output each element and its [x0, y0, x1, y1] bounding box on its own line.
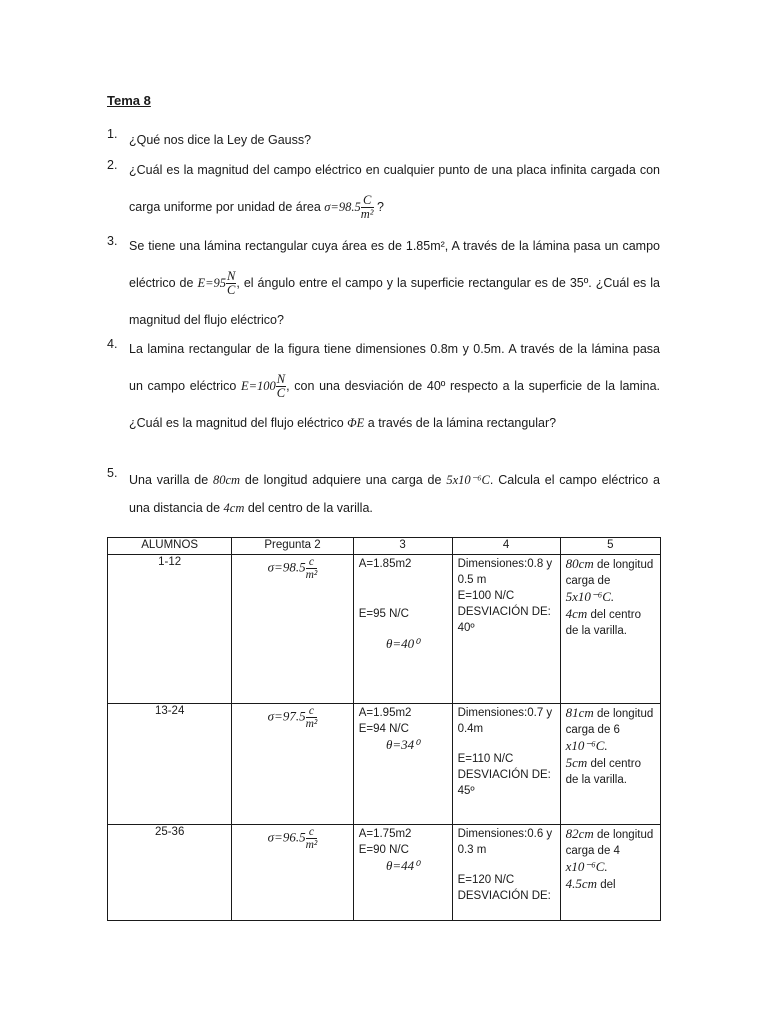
- field-fraction: $\frac{N}{C}$: [276, 372, 286, 401]
- question-number: 4.: [107, 337, 118, 351]
- question-2: 2. ¿Cuál es la magnitud del campo eléctrico en cualquier punto de una placa infinita cargada con carga uniforme por unidad de área σ=98.5 $\frac{C}{\text{m²}}$ ?: [107, 158, 660, 222]
- flux-symbol: ΦE: [347, 416, 365, 430]
- area-cell: A=1.75m2 E=90 N/C θ=44⁰: [353, 825, 452, 921]
- question-number: 2.: [107, 158, 118, 172]
- table-header-row: [108, 538, 661, 555]
- distance: 4cm: [223, 501, 245, 515]
- table-row: [108, 704, 661, 825]
- header-3: 3: [353, 538, 452, 555]
- question-number: 3.: [107, 234, 118, 248]
- rod-cell: 81cm de longitud carga de 6 x10⁻⁶C. 5cm del centro de la varilla.: [560, 704, 660, 825]
- question-1: [107, 127, 660, 153]
- area-cell: A=1.95m2 E=94 N/C θ=34⁰: [353, 704, 452, 825]
- question-text: ¿Cuál es la magnitud del campo eléctrico en cualquier punto de una placa infinita cargada con carga uniforme por unidad de área: [129, 163, 660, 214]
- question-text: ¿Qué nos dice la Ley de Gauss?: [129, 133, 312, 147]
- field-fraction: $\frac{N}{C}$: [227, 269, 236, 298]
- field-expression: E=95: [197, 276, 227, 290]
- header-pregunta-2: Pregunta 2: [232, 538, 353, 555]
- rod-cell: 82cm de longitud carga de 4 x10⁻⁶C. 4.5cm del: [560, 825, 660, 921]
- table-row: [108, 825, 661, 921]
- group-cell: 1-12: [108, 555, 232, 704]
- rod-cell: 80cm de longitud carga de 5x10⁻⁶C. 4cm del centro de la varilla.: [560, 555, 660, 704]
- area-cell: A=1.85m2 E=95 N/C θ=40⁰: [353, 555, 452, 704]
- dimensions-cell: Dimensiones:0.7 y 0.4m E=110 N/C DESVIACIÓN DE: 45º: [452, 704, 560, 825]
- question-text: La lamina rectangular de la figura tiene dimensiones 0.8m y 0.5m. A través de la lámina pasa un campo eléctrico: [129, 342, 660, 393]
- document-title: Tema 8: [107, 93, 151, 108]
- question-3: 3. Se tiene una lámina rectangular cuya área es de 1.85m², A través de la lámina pasa un campo eléctrico de E=95 $\frac{N}{C}$ , el ángulo entre el campo y la superficie rectangular es de 35º. ¿Cuál es la magnitud del flujo eléctrico?: [107, 234, 660, 327]
- question-5: 5. Una varilla de 80cm de longitud adquiere una carga de 5x10⁻⁶C. Calcula el campo eléctrico a una distancia de 4cm del centro de la varilla.: [107, 466, 660, 515]
- question-number: 1.: [107, 127, 118, 141]
- rod-length: 80cm: [213, 473, 241, 487]
- group-cell: 13-24: [108, 704, 232, 825]
- header-5: 5: [560, 538, 660, 555]
- question-number: 5.: [107, 466, 118, 480]
- header-4: 4: [452, 538, 560, 555]
- question-text: Se tiene una lámina rectangular cuya área es de 1.85m², A través de la lámina pasa un campo eléctrico de: [129, 239, 660, 290]
- rod-charge: 5x10⁻⁶C: [446, 473, 490, 487]
- sigma-expression: σ=98.5: [324, 200, 361, 214]
- sigma-fraction: $\frac{C}{\text{m²}}$: [360, 193, 374, 222]
- field-expression: E=100: [240, 379, 276, 393]
- header-alumnos: ALUMNOS: [108, 538, 232, 555]
- sigma-cell: σ=98.5 $\frac{c}{\text{m²}}$: [232, 555, 353, 704]
- question-4: 4. La lamina rectangular de la figura tiene dimensiones 0.8m y 0.5m. A través de la lámina pasa un campo eléctrico E=100 $\frac{N}{C}$ , con una desviación de 40º respecto a la superficie de la lamina. ¿Cuál es la magnitud del flujo eléctrico ΦE a través de la lámina rectangular?: [107, 337, 660, 430]
- assignment-table: [107, 537, 661, 921]
- sigma-cell: σ=96.5 $\frac{c}{\text{m²}}$: [232, 825, 353, 921]
- sigma-cell: σ=97.5 $\frac{c}{\text{m²}}$: [232, 704, 353, 825]
- group-cell: 25-36: [108, 825, 232, 921]
- dimensions-cell: Dimensiones:0.8 y 0.5 m E=100 N/C DESVIACIÓN DE: 40º: [452, 555, 560, 704]
- dimensions-cell: Dimensiones:0.6 y 0.3 m E=120 N/C DESVIACIÓN DE:: [452, 825, 560, 921]
- table-row: [108, 555, 661, 704]
